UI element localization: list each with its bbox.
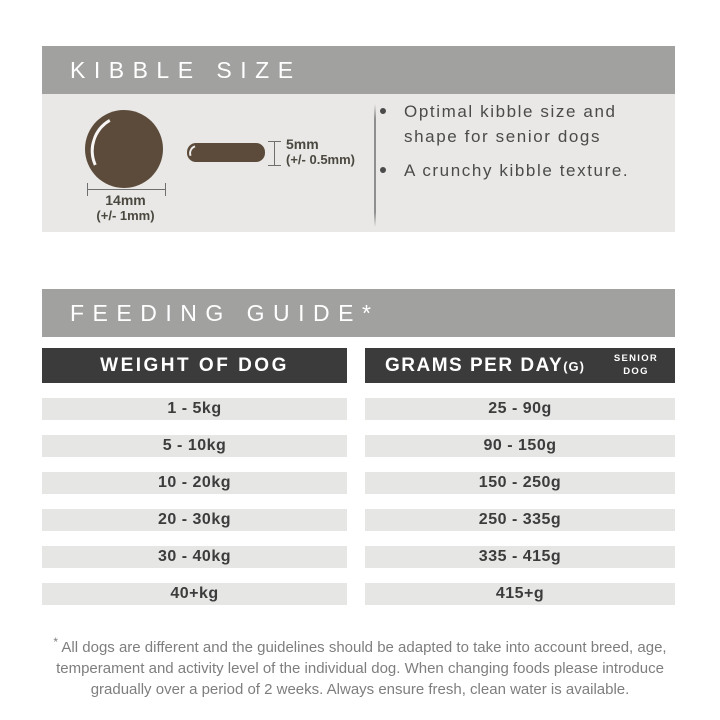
column-header-weight: WEIGHT OF DOG [42, 348, 347, 383]
table-row-weight: 30 - 40kg [42, 546, 347, 568]
bullet-dot-icon [380, 167, 386, 173]
table-row-weight: 20 - 30kg [42, 509, 347, 531]
table-row-grams: 335 - 415g [365, 546, 675, 568]
kibble-side-view-icon [187, 143, 265, 162]
kibble-height-label: 5mm [286, 136, 319, 152]
footnote-text: All dogs are different and the guidelines should be adapted to take into account breed, age, temperament and activity level of the individual dog. When changing foods please introduce gradually over a period of 2 weeks. Always ensure fresh, clean water is available. [56, 639, 667, 698]
table-row-weight: 5 - 10kg [42, 435, 347, 457]
list-item [380, 158, 664, 183]
feature-text: Optimal kibble size and shape for senior dogs [404, 102, 617, 146]
footnote-asterisk: * [53, 635, 59, 649]
footnote [30, 632, 690, 700]
grams-unit-label: (G) [563, 359, 585, 374]
table-row-weight: 10 - 20kg [42, 472, 347, 494]
table-row-grams: 250 - 335g [365, 509, 675, 531]
table-row-grams: 90 - 150g [365, 435, 675, 457]
table-row-grams: 150 - 250g [365, 472, 675, 494]
table-row-weight: 1 - 5kg [42, 398, 347, 420]
feature-text: A crunchy kibble texture. [404, 161, 630, 180]
senior-dog-badge: SENIOR DOG [613, 353, 659, 377]
grams-per-day-label: GRAMS PER DAY(G) [385, 355, 585, 376]
kibble-width-tolerance-label: (+/- 1mm) [96, 208, 155, 223]
kibble-height-tolerance-label: (+/- 0.5mm) [286, 152, 355, 167]
height-measure-line [268, 141, 281, 166]
bullet-dot-icon [380, 108, 386, 114]
table-row-grams: 415+g [365, 583, 675, 605]
list-item [380, 99, 664, 149]
table-row-grams: 25 - 90g [365, 398, 675, 420]
vertical-divider [374, 104, 376, 227]
kibble-feature-list [380, 99, 664, 192]
kibble-size-section-header: KIBBLE SIZE [42, 46, 675, 94]
table-row-weight: 40+kg [42, 583, 347, 605]
kibble-width-label: 14mm [105, 192, 146, 208]
feeding-guide-section-header: FEEDING GUIDE* [42, 289, 675, 337]
kibble-top-view-icon [85, 110, 163, 188]
column-header-grams [365, 348, 675, 383]
